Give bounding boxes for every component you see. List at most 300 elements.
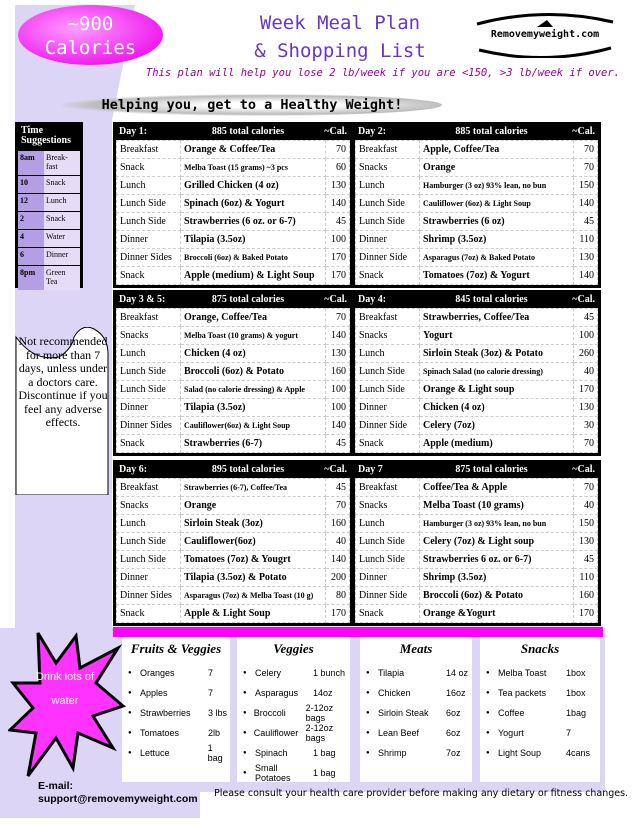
table-row [356, 417, 598, 435]
meal-calories: 100 [326, 381, 350, 399]
meal-table [116, 478, 350, 623]
cal-header: ~Cal. [324, 125, 347, 137]
list-item [122, 683, 230, 703]
meal-calories: 130 [574, 399, 598, 417]
meal-type: Dinner [117, 399, 181, 417]
list-item [360, 683, 472, 703]
list-item [237, 723, 350, 743]
item-quantity: 2-12oz bags [305, 723, 334, 743]
table-row [356, 533, 598, 551]
bullet-icon: ● [243, 710, 247, 716]
meal-type: Lunch Side [356, 213, 420, 231]
meal-type: Lunch [117, 515, 181, 533]
table-row [356, 399, 598, 417]
table-row [356, 569, 598, 587]
day-label: Day 4: [358, 293, 387, 305]
meal-type: Snack [356, 267, 420, 285]
table-row [356, 177, 598, 195]
meal-calories: 45 [574, 551, 598, 569]
time-value: 12 [18, 194, 44, 211]
time-activity: Break-fast [44, 151, 80, 175]
meal-calories: 140 [326, 417, 350, 435]
meal-calories: 140 [326, 195, 350, 213]
meal-type: Dinner Side [356, 417, 420, 435]
meal-calories: 100 [326, 399, 350, 417]
item-quantity: 1box [566, 688, 586, 698]
item-quantity: 7 [208, 688, 214, 698]
shopping-list [360, 637, 472, 782]
list-item [122, 723, 230, 743]
shopping-list-title: Fruits & Veggies [130, 641, 222, 656]
list-item [360, 743, 472, 763]
table-row [117, 515, 350, 533]
meal-item: Orange [420, 159, 574, 177]
list-item [237, 743, 350, 763]
meal-calories: 140 [574, 195, 598, 213]
meal-item: Orange & Coffee/Tea [181, 141, 326, 159]
item-quantity: 14oz [313, 688, 333, 698]
meal-calories: 30 [574, 417, 598, 435]
meal-calories: 130 [326, 177, 350, 195]
item-name: Chicken [378, 688, 411, 698]
list-item [360, 703, 472, 723]
bullet-icon: ● [243, 690, 247, 696]
calorie-badge [18, 5, 163, 65]
shopping-list-title: Meats [399, 641, 433, 656]
meal-calories: 150 [574, 515, 598, 533]
meal-calories: 160 [326, 515, 350, 533]
time-value: 10 [18, 176, 44, 193]
meal-item: Melba Toast (10 grams) & yogurt [181, 327, 326, 345]
meal-calories: 40 [574, 363, 598, 381]
day-total: 875 total calories [455, 463, 528, 475]
meal-type: Dinner Side [356, 249, 420, 267]
meal-type: Snacks [356, 327, 420, 345]
meal-item: Cauliflower (6oz) & Light Soup [420, 195, 574, 213]
day-table [113, 290, 353, 456]
meal-item: Strawberries 6 oz. or 6-7) [420, 551, 574, 569]
list-item [237, 663, 350, 683]
time-activity: Snack [44, 176, 80, 193]
meal-type: Dinner [356, 569, 420, 587]
meal-calories: 160 [326, 363, 350, 381]
shopping-list [237, 637, 350, 782]
item-name: Tilapia [378, 668, 405, 678]
item-quantity: 1bag [566, 708, 587, 718]
item-name: Melba Toast [498, 668, 547, 678]
item-quantity: 2lb [208, 728, 221, 738]
bullet-icon: ● [243, 730, 247, 736]
time-value: 6 [18, 248, 44, 265]
meal-calories: 70 [574, 141, 598, 159]
list-item [237, 763, 350, 783]
day-table [352, 122, 601, 288]
meal-type: Snacks [356, 159, 420, 177]
meal-item: Strawberries (6 oz. or 6-7) [181, 213, 326, 231]
time-value: 2 [18, 212, 44, 229]
meal-calories: 170 [574, 381, 598, 399]
meal-calories: 45 [326, 435, 350, 453]
meal-type: Lunch Side [117, 533, 181, 551]
table-row [117, 551, 350, 569]
meal-item: Spinach Salad (no calorie dressing) [420, 363, 574, 381]
meal-type: Breakfast [356, 309, 420, 327]
meal-item: Strawberries (6 oz) [420, 213, 574, 231]
bullet-icon: ● [128, 690, 132, 696]
meal-type: Lunch [117, 345, 181, 363]
meal-item: Salad (no calorie dressing) & Apple [181, 381, 326, 399]
item-name: Cauliflower [253, 728, 299, 738]
meal-item: Shrimp (3.5oz) [420, 569, 574, 587]
meal-calories: 70 [574, 159, 598, 177]
bullet-icon: ● [128, 670, 132, 676]
shopping-list-title: Veggies [273, 641, 314, 656]
bullet-icon: ● [366, 730, 370, 736]
meal-table [355, 478, 598, 623]
table-row [356, 195, 598, 213]
meal-calories: 45 [326, 213, 350, 231]
meal-calories: 260 [574, 345, 598, 363]
banner: Helping you, get to a Healthy Weight! [62, 94, 442, 116]
list-item [480, 663, 600, 683]
meal-type: Lunch [356, 345, 420, 363]
table-row [117, 327, 350, 345]
meal-item: Chicken (4 oz) [181, 345, 326, 363]
table-row [117, 399, 350, 417]
cal-header: ~Cal. [572, 463, 595, 475]
meal-type: Dinner [356, 399, 420, 417]
meal-item: Apple (medium) [420, 435, 574, 453]
meal-type: Breakfast [117, 479, 181, 497]
table-row [356, 141, 598, 159]
time-value: 8pm [18, 266, 44, 290]
table-row [117, 309, 350, 327]
day-header [116, 122, 350, 140]
time-row [18, 150, 80, 175]
day-label: Day 3 & 5: [119, 293, 166, 305]
meal-item: Spinach (6oz) & Yogurt [181, 195, 326, 213]
logo[interactable] [475, 10, 615, 58]
item-name: Spinach [255, 748, 288, 758]
meal-type: Snack [356, 435, 420, 453]
meal-type: Lunch Side [356, 551, 420, 569]
day-header [355, 122, 598, 140]
meal-item: Grilled Chicken (4 oz) [181, 177, 326, 195]
bullet-icon: ● [243, 750, 247, 756]
meal-calories: 40 [326, 533, 350, 551]
meal-item: Sirloin Steak (3oz) [181, 515, 326, 533]
meal-item: Shrimp (3.5oz) [420, 231, 574, 249]
table-row [356, 327, 598, 345]
meal-type: Snacks [117, 497, 181, 515]
meal-calories: 150 [574, 177, 598, 195]
page-title-line1: Week Meal Plan [259, 12, 421, 34]
list-item [480, 743, 600, 763]
meal-calories: 140 [326, 551, 350, 569]
meal-item: Tomatoes (7oz) & Yogurt [420, 267, 574, 285]
day-total: 885 total calories [455, 125, 528, 137]
meal-item: Celery (7oz) & Light soup [420, 533, 574, 551]
warning-note: Not recommended for more than 7 days, unless under a doctors care. Discontinue if you feel any adverse effects. [18, 334, 108, 429]
item-quantity: 1 bag [313, 768, 336, 778]
table-row [117, 141, 350, 159]
table-row [117, 417, 350, 435]
email-label: E-mail: [38, 780, 74, 792]
meal-type: Lunch Side [117, 363, 181, 381]
table-row [356, 515, 598, 533]
meal-calories: 45 [326, 479, 350, 497]
table-row [356, 345, 598, 363]
meal-item: Tilapia (3.5oz) [181, 231, 326, 249]
cal-header: ~Cal. [324, 463, 347, 475]
bullet-icon: ● [486, 710, 490, 716]
meal-item: Yogurt [420, 327, 574, 345]
time-activity: Snack [44, 212, 80, 229]
meal-item: Hamburger (3 oz) 93% lean, no bun [420, 515, 574, 533]
meal-calories: 130 [574, 533, 598, 551]
list-item [480, 683, 600, 703]
meal-calories: 70 [574, 435, 598, 453]
item-name: Lettuce [139, 748, 170, 758]
day-header [116, 460, 350, 478]
meal-calories: 130 [326, 345, 350, 363]
time-activity: Dinner [44, 248, 80, 265]
meal-calories: 160 [574, 587, 598, 605]
meal-item: Strawberries (6-7) [181, 435, 326, 453]
day-label: Day 1: [119, 125, 148, 137]
meal-item: Apple (medium) & Light Soup [181, 267, 326, 285]
list-item [122, 743, 230, 763]
item-name: Asparagus [255, 688, 299, 698]
day-label: Day 6: [119, 463, 148, 475]
meal-type: Breakfast [117, 309, 181, 327]
meal-type: Lunch Side [356, 381, 420, 399]
item-name: Celery [255, 668, 282, 678]
table-row [356, 497, 598, 515]
item-name: Small Potatoes [255, 763, 291, 783]
cal-header: ~Cal. [324, 293, 347, 305]
meal-type: Dinner [117, 569, 181, 587]
meal-item: Tomatoes (7oz) & Yougrt [181, 551, 326, 569]
item-quantity: 7 [566, 728, 572, 738]
meal-item: Asparagus (7oz) & Melba Toast (10 g) [181, 587, 326, 605]
item-quantity: 6oz [446, 728, 461, 738]
page-title-line2: & Shopping List [254, 40, 426, 62]
meal-type: Snacks [117, 327, 181, 345]
bullet-icon: ● [486, 730, 490, 736]
item-quantity: 1 bunch [313, 668, 346, 678]
list-item [237, 683, 350, 703]
day-total: 875 total calories [211, 293, 285, 305]
item-quantity: 7oz [446, 748, 461, 758]
list-item [122, 703, 230, 723]
table-row [117, 363, 350, 381]
item-name: Broccoli [253, 708, 286, 718]
meal-calories: 110 [574, 231, 598, 249]
list-item [360, 663, 472, 683]
bullet-icon: ● [486, 670, 490, 676]
meal-item: Coffee/Tea & Apple [420, 479, 574, 497]
table-row [117, 569, 350, 587]
time-row [18, 175, 80, 193]
meal-item: Broccoli (6oz) & Potato [181, 363, 326, 381]
time-row [18, 193, 80, 211]
meal-calories: 170 [326, 605, 350, 623]
day-table [113, 122, 353, 288]
time-activity: Lunch [44, 194, 80, 211]
list-item [237, 703, 350, 723]
bullet-icon: ● [366, 750, 370, 756]
table-row [356, 435, 598, 453]
meal-type: Lunch Side [117, 213, 181, 231]
item-quantity: 1 bag [313, 748, 336, 758]
time-row [18, 211, 80, 229]
meal-type: Dinner Sides [117, 587, 181, 605]
meal-calories: 70 [326, 141, 350, 159]
item-quantity: 14 oz [446, 668, 469, 678]
meal-calories: 100 [326, 231, 350, 249]
item-quantity: 2-12oz bags [305, 703, 334, 723]
meal-calories: 140 [326, 327, 350, 345]
meal-type: Snack [117, 435, 181, 453]
day-total: 885 total calories [211, 125, 285, 137]
meal-calories: 170 [326, 249, 350, 267]
table-row [356, 605, 598, 623]
badge-line1: ~900 [67, 13, 114, 35]
bullet-icon: ● [243, 670, 247, 676]
meal-item: Tilapia (3.5oz) [181, 399, 326, 417]
item-quantity: 1box [566, 668, 586, 678]
meal-type: Lunch Side [117, 551, 181, 569]
day-total: 845 total calories [455, 293, 528, 305]
bullet-icon: ● [366, 710, 370, 716]
meal-type: Lunch [117, 177, 181, 195]
meal-table [116, 140, 350, 285]
time-suggestions-title: Time Suggestions [21, 125, 72, 146]
table-row [117, 381, 350, 399]
table-row [356, 267, 598, 285]
list-item [480, 703, 600, 723]
table-row [356, 479, 598, 497]
meal-type: Dinner Sides [117, 249, 181, 267]
bullet-icon: ● [366, 670, 370, 676]
bullet-icon: ● [366, 690, 370, 696]
item-name: Oranges [140, 668, 175, 678]
disclaimer: Please consult your health care provider before making any dietary or fitness changes. [214, 788, 629, 799]
day-header [355, 460, 598, 478]
logo-text: Removemyweight.com [490, 29, 600, 40]
table-row [117, 177, 350, 195]
meal-item: Apple & Light Soup [181, 605, 326, 623]
table-row [356, 551, 598, 569]
time-value: 8am [18, 151, 44, 175]
meal-calories: 45 [574, 309, 598, 327]
meal-calories: 200 [326, 569, 350, 587]
list-item [480, 723, 600, 743]
cal-header: ~Cal. [572, 125, 595, 137]
list-item [122, 663, 230, 683]
item-name: Sirloin Steak [378, 708, 429, 718]
meal-item: Melba Toast (10 grams) [420, 497, 574, 515]
time-value: 4 [18, 230, 44, 247]
bullet-icon: ● [128, 730, 132, 736]
day-table [113, 460, 353, 626]
meal-item: Chicken (4 oz) [420, 399, 574, 417]
meal-item: Sirloin Steak (3oz) & Potato [420, 345, 574, 363]
time-row [18, 229, 80, 247]
meal-type: Dinner [117, 231, 181, 249]
meal-type: Breakfast [356, 479, 420, 497]
meal-item: Tilapia (3.5oz) & Potato [181, 569, 326, 587]
table-row [117, 533, 350, 551]
list-item [360, 723, 472, 743]
tagline: This plan will help you lose 2 lb/week if you are <150, >3 lb/week if over. [145, 67, 620, 79]
time-activity: Water [44, 230, 80, 247]
item-quantity: 7 [208, 668, 214, 678]
bullet-icon: ● [128, 710, 132, 716]
item-name: Tomatoes [140, 728, 180, 738]
item-name: Tea packets [498, 688, 547, 698]
meal-calories: 170 [326, 267, 350, 285]
meal-calories: 130 [574, 249, 598, 267]
meal-type: Lunch [356, 515, 420, 533]
meal-table [355, 308, 598, 453]
item-quantity: 16oz [446, 688, 466, 698]
meal-calories: 80 [326, 587, 350, 605]
meal-type: Lunch [356, 177, 420, 195]
meal-calories: 45 [574, 213, 598, 231]
meal-item: Melba Toast (15 grams) ~3 pcs [181, 159, 326, 177]
meal-item: Broccoli (6oz) & Potato [420, 587, 574, 605]
item-name: Coffee [498, 708, 525, 718]
day-table [352, 290, 601, 456]
meal-item: Strawberries, Coffee/Tea [420, 309, 574, 327]
table-row [356, 363, 598, 381]
pink-divider [113, 627, 603, 637]
meal-item: Strawberries (6-7), Coffee/Tea [181, 479, 326, 497]
meal-type: Breakfast [117, 141, 181, 159]
meal-item: Cauliflower(6oz) [181, 533, 326, 551]
meal-type: Dinner Side [356, 587, 420, 605]
item-name: Shrimp [378, 748, 407, 758]
bullet-icon: ● [128, 750, 132, 756]
meal-calories: 70 [326, 309, 350, 327]
table-row [117, 195, 350, 213]
email-link[interactable]: support@removemyweight.com [38, 793, 198, 805]
table-row [117, 267, 350, 285]
meal-calories: 140 [574, 267, 598, 285]
item-quantity: 4cans [566, 748, 591, 758]
table-row [117, 587, 350, 605]
table-row [117, 345, 350, 363]
table-row [117, 159, 350, 177]
time-row [18, 265, 80, 290]
time-activity: Green Tea [44, 266, 80, 290]
table-row [117, 605, 350, 623]
water-reminder: Drink lots of water [35, 671, 95, 707]
meal-type: Snack [117, 159, 181, 177]
bullet-icon: ● [486, 750, 490, 756]
meal-calories: 100 [574, 327, 598, 345]
contact-email [38, 780, 198, 806]
meal-type: Lunch Side [356, 195, 420, 213]
table-row [356, 231, 598, 249]
meal-type: Breakfast [356, 141, 420, 159]
item-quantity: 1 bag [207, 743, 223, 763]
time-suggestions [15, 122, 83, 288]
time-row [18, 247, 80, 265]
shopping-list [122, 637, 230, 782]
